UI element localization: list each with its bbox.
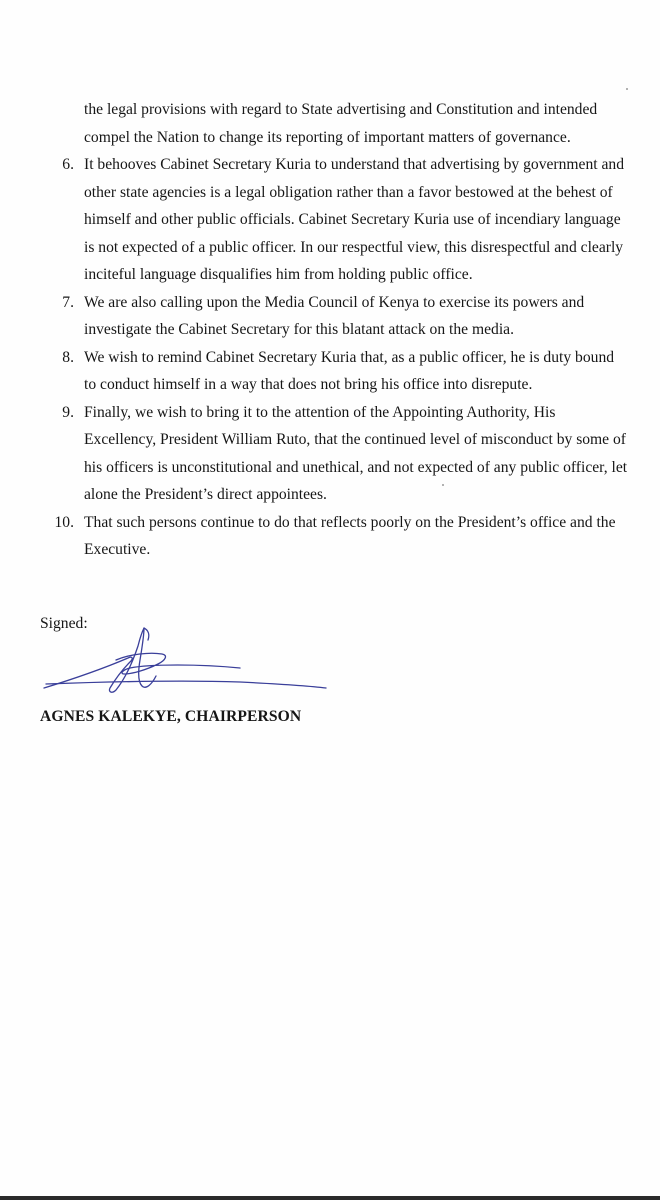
item-line: compel the Nation to change its reporting of important matters of governance. — [84, 128, 571, 146]
item-line: It behooves Cabinet Secretary Kuria to understand that advertising by government and — [84, 156, 624, 173]
list-item-9 — [42, 399, 652, 509]
signatory-name: AGNES KALEKYE, CHAIRPERSON — [40, 708, 302, 725]
list-item-continued — [42, 96, 652, 151]
item-line: himself and other public officials. Cabinet Secretary Kuria use of incendiary language — [84, 211, 621, 228]
item-line: is not expected of a public officer. In our respectful view, this disrespectful and clearly — [84, 238, 624, 256]
item-line: We wish to remind Cabinet Secretary Kuria that, as a public officer, he is duty bound — [84, 348, 615, 366]
item-number: 9. — [62, 403, 74, 421]
item-line: Excellency, President William Ruto, that the continued level of misconduct by some of — [84, 431, 626, 448]
item-line: investigate the Cabinet Secretary for this blatant attack on the media. — [84, 321, 514, 338]
list-item-8 — [42, 344, 652, 399]
scan-speck — [442, 484, 444, 486]
item-line: We are also calling upon the Media Council of Kenya to exercise its powers and — [84, 293, 585, 311]
page-bottom-edge — [0, 1196, 660, 1200]
item-number: 8. — [62, 348, 74, 366]
item-line: Executive. — [84, 541, 151, 558]
item-number: 6. — [62, 156, 74, 173]
list-item-6 — [42, 151, 652, 289]
item-line: That such persons continue to do that reflects poorly on the President’s office and the — [84, 513, 616, 531]
signed-label: Signed: — [40, 615, 88, 632]
item-line: his officers is unconstitutional and unethical, and not expected of any public officer, let — [84, 458, 628, 476]
document-body — [42, 96, 652, 564]
item-line: Finally, we wish to bring it to the attention of the Appointing Authority, His — [84, 403, 556, 421]
item-line: other state agencies is a legal obligation rather than a favor bestowed at the behest of — [84, 183, 613, 201]
item-number: 10. — [54, 513, 74, 531]
list-item-7 — [42, 289, 652, 344]
item-line: to conduct himself in a way that does not bring his office into disrepute. — [84, 376, 533, 393]
item-line: inciteful language disqualifies him from holding public office. — [84, 266, 473, 283]
scan-speck — [626, 88, 628, 90]
list-item-10 — [42, 509, 652, 564]
item-number: 7. — [62, 293, 74, 311]
signature-mark — [40, 624, 330, 704]
item-line: the legal provisions with regard to State advertising and Constitution and intended — [84, 101, 598, 118]
item-line: alone the President’s direct appointees. — [84, 486, 327, 503]
